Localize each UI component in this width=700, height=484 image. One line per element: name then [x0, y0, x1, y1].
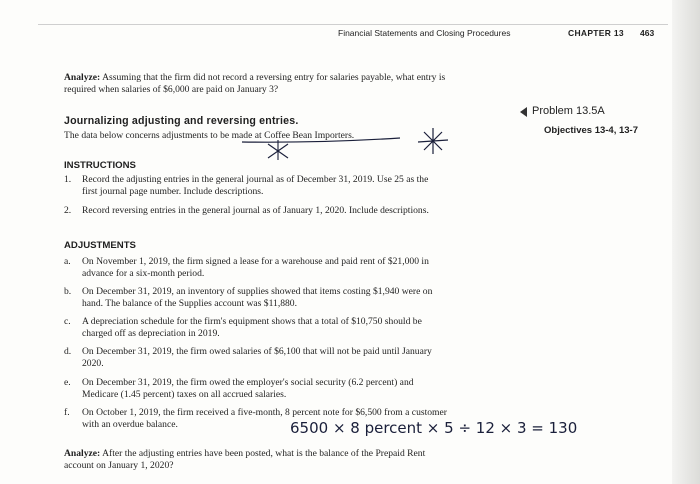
adjustment-line: hand. The balance of the Supplies account was $11,880.	[82, 298, 298, 309]
adjustment-line: On October 1, 2019, the firm received a five-month, 8 percent note for $6,500 from a customer	[82, 407, 447, 418]
problem-objectives: Objectives 13-4, 13-7	[544, 125, 638, 136]
adjustment-letter: f.	[64, 407, 70, 418]
adjustment-letter: b.	[64, 286, 72, 297]
instruction-line: Record the adjusting entries in the general journal as of December 31, 2019. Use 25 as the	[82, 174, 429, 185]
analyze-line: required when salaries of $6,000 are paid on January 3?	[64, 84, 279, 95]
analyze-question-1	[64, 72, 445, 84]
adjustment-letter: d.	[64, 346, 72, 357]
analyze-question-2	[64, 448, 425, 460]
analyze-label: Analyze:	[64, 72, 101, 83]
adjustment-letter: e.	[64, 377, 71, 388]
section-title: Journalizing adjusting and reversing entries.	[64, 115, 299, 127]
adjustment-line: with an overdue balance.	[82, 419, 178, 430]
adjustment-line: charged off as depreciation in 2019.	[82, 328, 220, 339]
instructions-heading: INSTRUCTIONS	[64, 160, 136, 171]
analyze-line: After the adjusting entries have been posted, what is the balance of the Prepaid Rent	[102, 448, 426, 459]
page-number: 463	[640, 28, 655, 38]
adjustment-line: 2020.	[82, 358, 104, 369]
instruction-line: Record reversing entries in the general journal as of January 1, 2020. Include descriptions.	[82, 205, 429, 216]
problem-number: Problem 13.5A	[532, 105, 605, 117]
instruction-line: first journal page number. Include descriptions.	[82, 186, 264, 197]
adjustment-line: On December 31, 2019, an inventory of supplies showed that items costing $1,940 were on	[82, 286, 433, 297]
adjustment-line: Medicare (1.45 percent) taxes on all accrued salaries.	[82, 389, 287, 400]
adjustment-line: On December 31, 2019, the firm owed the employer's social security (6.2 percent) and	[82, 377, 414, 388]
instruction-number: 2.	[64, 205, 72, 216]
handwritten-calculation: 6500 × 8 percent × 5 ÷ 12 × 3 = 130	[290, 419, 578, 437]
analyze-line: account on January 1, 2020?	[64, 460, 174, 471]
analyze-label: Analyze:	[64, 448, 101, 459]
adjustment-line: On December 31, 2019, the firm owed salaries of $6,100 that will not be paid until January	[82, 346, 432, 357]
adjustment-letter: c.	[64, 316, 71, 327]
section-intro: The data below concerns adjustments to be made at Coffee Bean Importers.	[64, 130, 355, 141]
adjustment-letter: a.	[64, 256, 71, 267]
adjustment-line: A depreciation schedule for the firm's equipment shows that a total of $10,750 should be	[82, 316, 422, 327]
adjustments-heading: ADJUSTMENTS	[64, 240, 136, 251]
adjustment-line: On November 1, 2019, the firm signed a lease for a warehouse and paid rent of $21,000 in	[82, 256, 429, 267]
page-fold-shadow	[672, 0, 700, 484]
header-rule	[38, 24, 668, 25]
adjustment-line: advance for a six-month period.	[82, 268, 205, 279]
problem-arrow-icon	[520, 107, 527, 117]
analyze-line: Assuming that the firm did not record a reversing entry for salaries payable, what entry is	[102, 72, 446, 83]
handwritten-star-marks	[240, 126, 460, 162]
instruction-number: 1.	[64, 174, 72, 185]
chapter-label: CHAPTER 13	[568, 28, 624, 38]
running-title: Financial Statements and Closing Procedures	[338, 28, 511, 38]
